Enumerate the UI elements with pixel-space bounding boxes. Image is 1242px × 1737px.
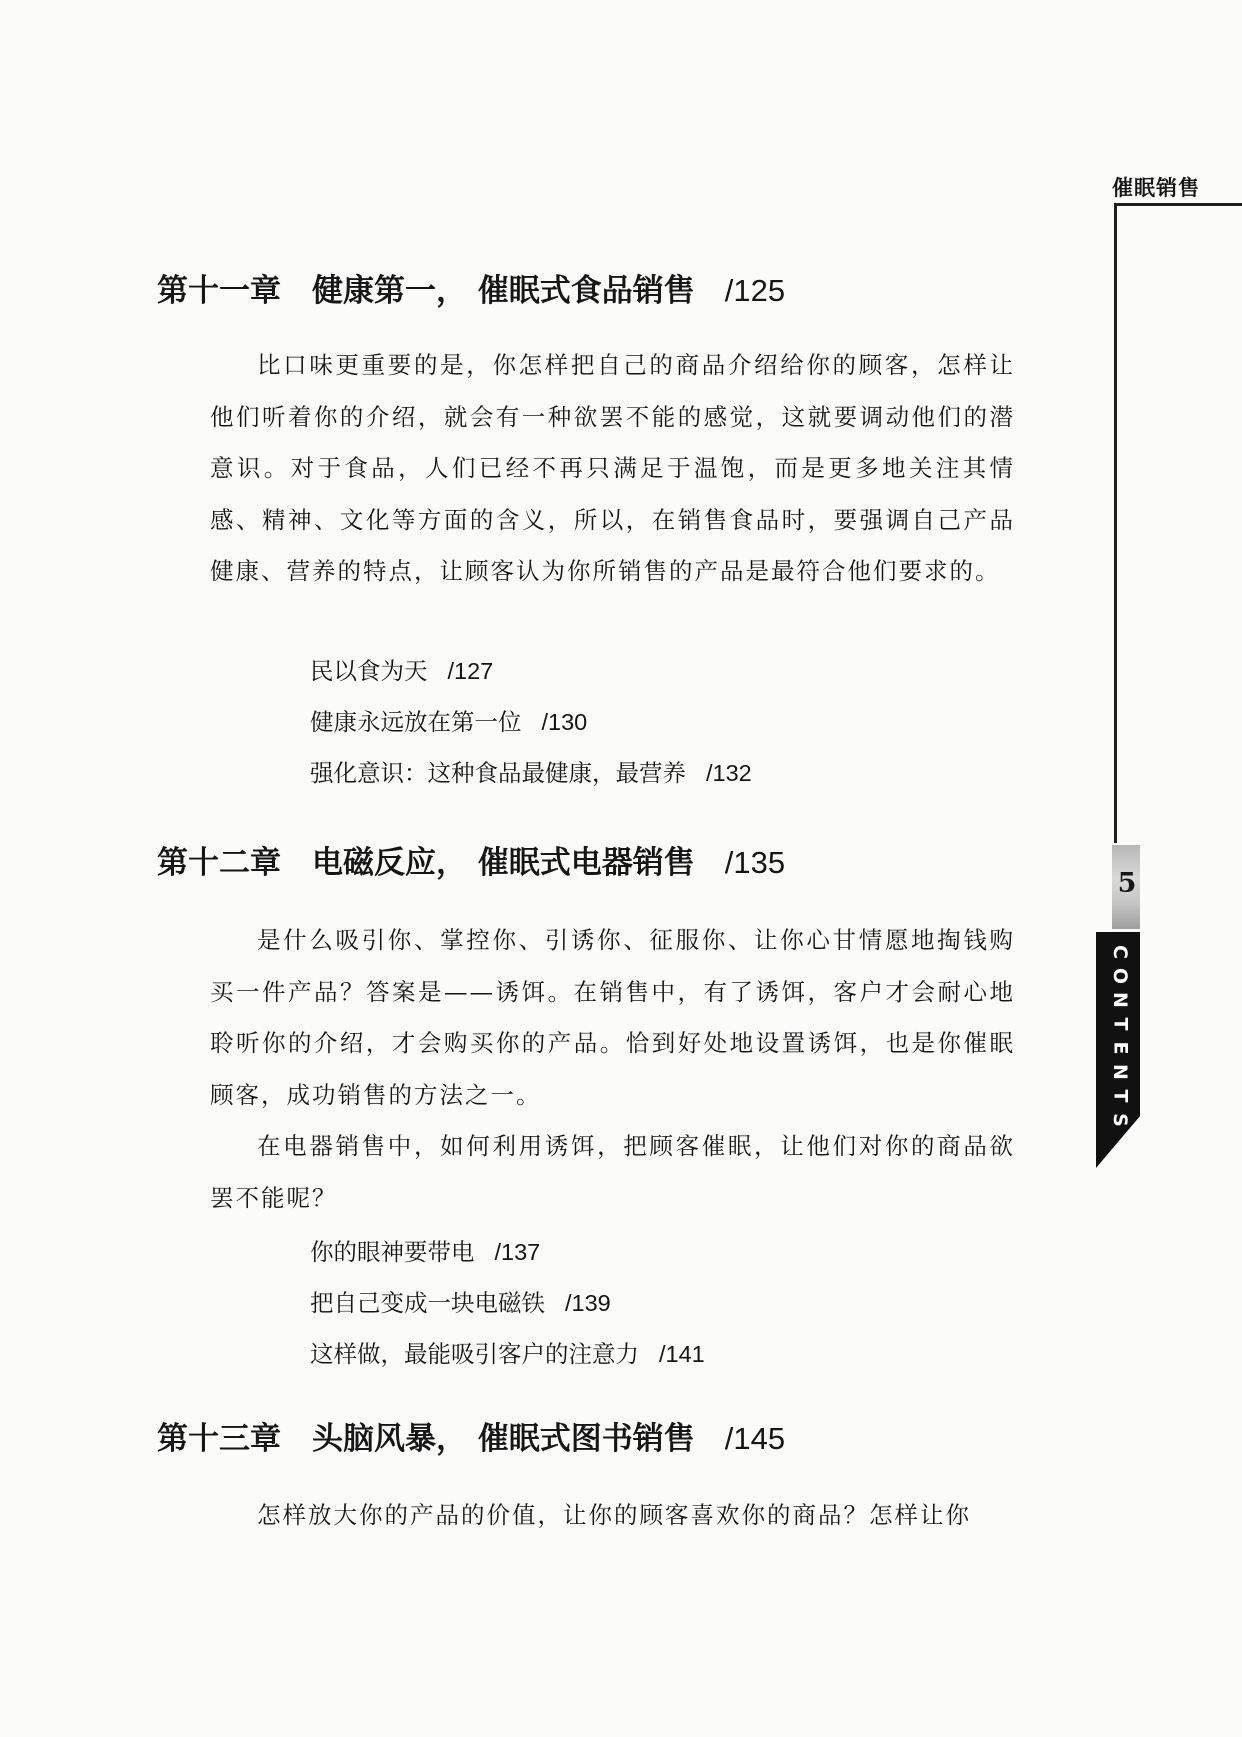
chapter-number: 第十一章 [157, 273, 281, 309]
section-page: /137 [494, 1239, 541, 1265]
chapter-heading [157, 843, 785, 883]
chapter-summary: 是什么吸引你、掌控你、引诱你、征服你、让你心甘情愿地掏钱购买一件产品？答案是——诱饵。在销售中，有了诱饵，客户才会耐心地聆听你的介绍，才会购买你的产品。恰到好处地设置诱饵，也是你催眠顾客，成功销售的方法之一。 [210, 926, 1015, 1109]
section-entry [310, 1287, 611, 1319]
chapter-page: /135 [724, 845, 786, 880]
side-tab-top-rule [1114, 203, 1242, 206]
contents-letter: N [1109, 1064, 1131, 1080]
chapter-number: 第十三章 [157, 1421, 281, 1457]
chapter-title: 健康第一， 催眠式食品销售 [312, 273, 695, 309]
section-title: 这样做，最能吸引客户的注意力 [310, 1340, 639, 1368]
chapter-summary: 在电器销售中，如何利用诱饵，把顾客催眠，让他们对你的商品欲罢不能呢？ [210, 1132, 1015, 1212]
chapter-summary: 比口味更重要的是，你怎样把自己的商品介绍给你的顾客，怎样让他们听着你的介绍，就会有一种欲罢不能的感觉，这就要调动他们的潜意识。对于食品，人们已经不再只满足于温饱，而是更多地关注其情感、精神、文化等方面的含义，所以，在销售食品时，要强调自己产品健康、营养的特点，让顾客认为你所销售的产品是最符合他们要求的。 [210, 351, 1015, 585]
section-page: /141 [659, 1341, 705, 1367]
section-title: 强化意识：这种食品最健康，最营养 [310, 759, 686, 787]
section-title: 把自己变成一块电磁铁 [310, 1289, 545, 1317]
section-entry [310, 655, 493, 687]
section-entry [310, 1236, 540, 1268]
contents-letter: O [1109, 967, 1131, 985]
contents-letter: T [1109, 1089, 1131, 1103]
page-number: 5 [1117, 868, 1137, 899]
chapter-summary: 怎样放大你的产品的价值，让你的顾客喜欢你的商品？怎样让你 [257, 1501, 971, 1529]
contents-letter: S [1109, 1113, 1131, 1127]
section-entry [310, 706, 587, 738]
section-entry [310, 757, 752, 789]
section-title: 你的眼神要带电 [310, 1238, 475, 1266]
section-page: /130 [541, 709, 588, 735]
contents-letter: C [1108, 945, 1131, 959]
contents-letter: E [1108, 1041, 1131, 1055]
section-page: /127 [447, 658, 494, 684]
chapter-title: 头脑风暴， 催眠式图书销售 [312, 1421, 695, 1457]
section-page: /132 [706, 760, 752, 786]
section-page: /139 [565, 1290, 611, 1316]
book-title: 催眠销售 [1112, 176, 1200, 200]
chapter-number: 第十二章 [157, 845, 281, 881]
chapter-heading [157, 1419, 785, 1459]
section-title: 民以食为天 [310, 657, 428, 685]
contents-label [1100, 940, 1140, 1132]
contents-letter: T [1109, 1017, 1131, 1031]
chapter-page: /125 [724, 273, 786, 308]
chapter-title: 电磁反应， 催眠式电器销售 [312, 845, 695, 881]
chapter-page: /145 [724, 1421, 786, 1456]
section-entry [310, 1338, 705, 1370]
contents-letter: N [1109, 992, 1131, 1008]
section-title: 健康永远放在第一位 [310, 708, 522, 736]
side-tab-vertical-rule [1114, 203, 1117, 843]
chapter-heading [157, 271, 785, 311]
